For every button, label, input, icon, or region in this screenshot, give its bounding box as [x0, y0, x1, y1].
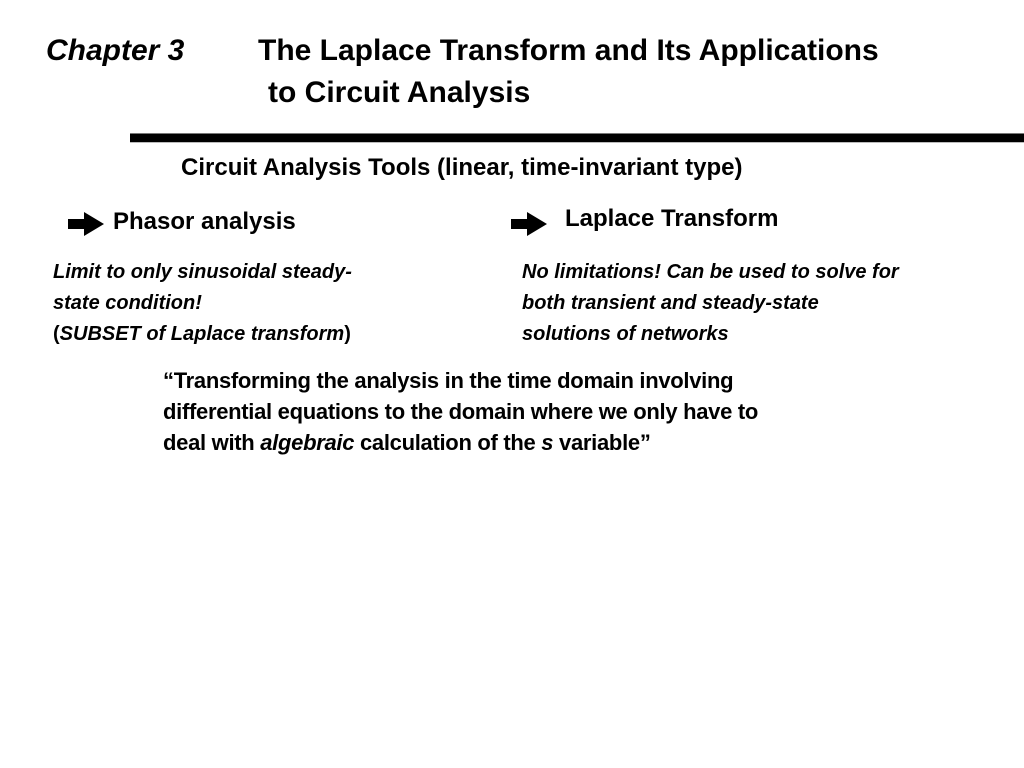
laplace-desc-line-2: both transient and steady-state — [522, 292, 819, 314]
quote-line-3-prefix: deal with — [163, 430, 261, 455]
page-title-line-1: The Laplace Transform and Its Applications — [258, 34, 879, 67]
phasor-desc-line-1: Limit to only sinusoidal steady- — [53, 261, 352, 283]
note-close-paren: ) — [344, 323, 351, 345]
quote-emphasis-s: s — [541, 430, 554, 455]
phasor-analysis-heading: Phasor analysis — [113, 208, 296, 235]
laplace-desc-line-3: solutions of networks — [522, 323, 729, 345]
phasor-analysis-description — [53, 257, 352, 350]
arrow-right-icon — [68, 211, 104, 237]
arrow-right-icon — [511, 211, 547, 237]
laplace-transform-description — [522, 257, 899, 350]
note-open-paren: ( — [53, 323, 60, 345]
phasor-desc-note — [53, 319, 352, 350]
quote-emphasis-algebraic: algebraic — [260, 430, 355, 455]
summary-quote — [163, 365, 758, 458]
chapter-label: Chapter 3 — [46, 34, 185, 67]
section-subtitle: Circuit Analysis Tools (linear, time-invariant type) — [181, 154, 743, 181]
laplace-desc-line-1: No limitations! Can be used to solve for — [522, 261, 899, 283]
quote-line-3-middle: calculation of the — [354, 430, 542, 455]
quote-line-3-suffix: variable” — [553, 430, 651, 455]
note-subset-text: SUBSET of Laplace transform — [59, 323, 345, 345]
quote-line-2: differential equations to the domain where we only have to — [163, 399, 759, 424]
phasor-desc-line-2: state condition! — [53, 292, 202, 314]
quote-line-3 — [163, 427, 758, 458]
title-divider — [130, 133, 1024, 143]
quote-line-1: “Transforming the analysis in the time domain involving — [163, 368, 734, 393]
laplace-transform-heading: Laplace Transform — [565, 205, 779, 232]
page-title-line-2: to Circuit Analysis — [268, 76, 531, 109]
